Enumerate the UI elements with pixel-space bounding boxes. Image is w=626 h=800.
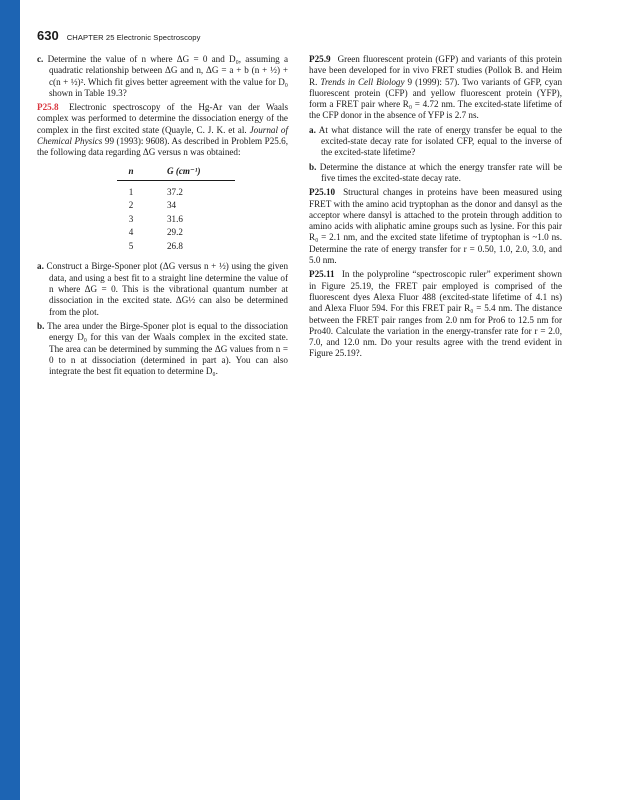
left-column bbox=[37, 54, 288, 380]
journal-name: Journal of Chemical Physics bbox=[37, 124, 289, 147]
problem-text: Electronic spectroscopy of the Hg-Ar van der Waals complex was performed to determine the dissociation energy of the complex in the first excited state (Quayle, C. J. K. et al. bbox=[37, 102, 289, 135]
problem-text: Green fluorescent protein (GFP) and variants of this protein have been developed for in vivo FRET studies (Pollok B. and Heim R. bbox=[309, 54, 562, 87]
cell-g: 37.2 bbox=[167, 186, 183, 197]
table-row bbox=[117, 186, 235, 200]
problem-part-a bbox=[37, 261, 288, 317]
chapter-title: CHAPTER 25 Electronic Spectroscopy bbox=[66, 33, 201, 42]
table-row bbox=[117, 240, 235, 254]
part-text: Determine the value of n where ΔG = 0 and D₀, assuming a quadratic relationship between ΔG and n, ΔG = a + b (n + ½) + c(n + ½)². Which fit gives better agreement with the value for D₀ shown in Table 19.3? bbox=[47, 54, 289, 98]
part-label: a. bbox=[37, 261, 44, 272]
problem-p25-9 bbox=[309, 54, 562, 122]
problem-number: P25.8 bbox=[37, 102, 59, 113]
problem-p25-11 bbox=[309, 269, 562, 359]
problem-text-cont: 99 (1993): 9608). As described in Problem P25.6, the following data regarding ΔG versus n was obtained: bbox=[37, 136, 288, 158]
part-text: Construct a Birge-Sponer plot (ΔG versus n + ½) using the given data, and using a best fit to a straight line determine the value of n where ΔG = 0. This is the vibrational quantum number at dissociation in the excited state. ΔG½ can also be determined from the plot. bbox=[46, 261, 289, 317]
part-label: a. bbox=[309, 124, 316, 135]
part-label: c. bbox=[37, 54, 44, 64]
problem-part-b bbox=[309, 162, 562, 185]
part-text: The area under the Birge-Sponer plot is equal to the dissociation energy D₀ for this van der Waals complex in the excited state. The area can be determined by summing the ΔG values from n = 0 to n at dissociation (determined in part a). You can also integrate the best fit equation to determine D₀. bbox=[47, 320, 288, 377]
problem-number: P25.9 bbox=[309, 54, 331, 64]
problem-number: P25.11 bbox=[309, 269, 335, 280]
table-row bbox=[117, 226, 235, 240]
part-text: Determine the distance at which the energy transfer rate will be five times the excited-state decay rate. bbox=[319, 161, 562, 183]
page-edge-color-bar bbox=[0, 0, 20, 800]
journal-name: Trends in Cell Biology bbox=[320, 76, 405, 87]
problem-text: Structural changes in proteins have been measured using FRET with the amino acid tryptophan as the donor and dansyl as the acceptor where dansyl is attached to the protein through addition to amino acids with aliphatic amine groups such as lysine. For this pair R₀ = 2.1 nm, and the excited state lifetime of tryptophan is ~1.0 ns. Determine the rate of energy transfer for r = 0.50, 1.0, 2.0, 3.0, and 5.0 nm. bbox=[309, 187, 562, 266]
page-number: 630 bbox=[37, 28, 59, 43]
table-header-n: n bbox=[117, 165, 145, 181]
problem-part-a bbox=[309, 125, 562, 159]
cell-n: 2 bbox=[128, 200, 134, 211]
part-label: b. bbox=[309, 161, 317, 172]
problem-text-cont: 9 (1999): 57). Two variants of GFP, cyan fluorescent protein (CFP) and yellow fluorescent protein (YFP), form a FRET pair where R₀ = 4.72 nm. The excited-state lifetime of the CFP donor in the absence of YFP is 2.7 ns. bbox=[309, 76, 563, 121]
table-row bbox=[117, 199, 235, 213]
part-text: At what distance will the rate of energy transfer be equal to the excited-state decay rate for isolated CFP, equal to the inverse of the excited-state lifetime? bbox=[318, 124, 562, 158]
problem-p25-8 bbox=[37, 102, 288, 158]
cell-n: 5 bbox=[128, 240, 134, 251]
problem-text: In the polyproline “spectroscopic ruler” experiment shown in Figure 25.19, the FRET pair employed is comprised of the fluorescent dyes Alexa Fluor 488 (excited-state lifetime of 4.1 ns) and Alexa Fluor 594. For this FRET pair R₀ = 5.4 nm. The distance between the FRET pair ranges from 2.0 nm for Pro6 to 12.5 nm for Pro40. Calculate the variation in the energy-transfer rate for r = 2.0, 7.0, and 12.0 nm. Do your results agree with the trend evident in Figure 25.19?. bbox=[309, 269, 562, 359]
cell-g: 34 bbox=[167, 200, 177, 211]
problem-part-b bbox=[37, 321, 288, 377]
problem-number: P25.10 bbox=[309, 187, 336, 198]
data-table bbox=[117, 165, 235, 254]
part-label: b. bbox=[37, 320, 45, 331]
cell-g: 31.6 bbox=[167, 213, 183, 224]
problem-part-c bbox=[37, 54, 288, 99]
cell-g: 26.8 bbox=[167, 240, 183, 251]
cell-n: 1 bbox=[128, 186, 134, 197]
right-column bbox=[309, 54, 562, 363]
problem-p25-10 bbox=[309, 187, 562, 266]
cell-g: 29.2 bbox=[167, 227, 183, 238]
cell-n: 4 bbox=[128, 227, 134, 238]
table-row bbox=[117, 213, 235, 227]
page-header bbox=[37, 27, 201, 45]
table-header-g: G (cm⁻¹) bbox=[145, 165, 235, 181]
cell-n: 3 bbox=[128, 213, 134, 224]
